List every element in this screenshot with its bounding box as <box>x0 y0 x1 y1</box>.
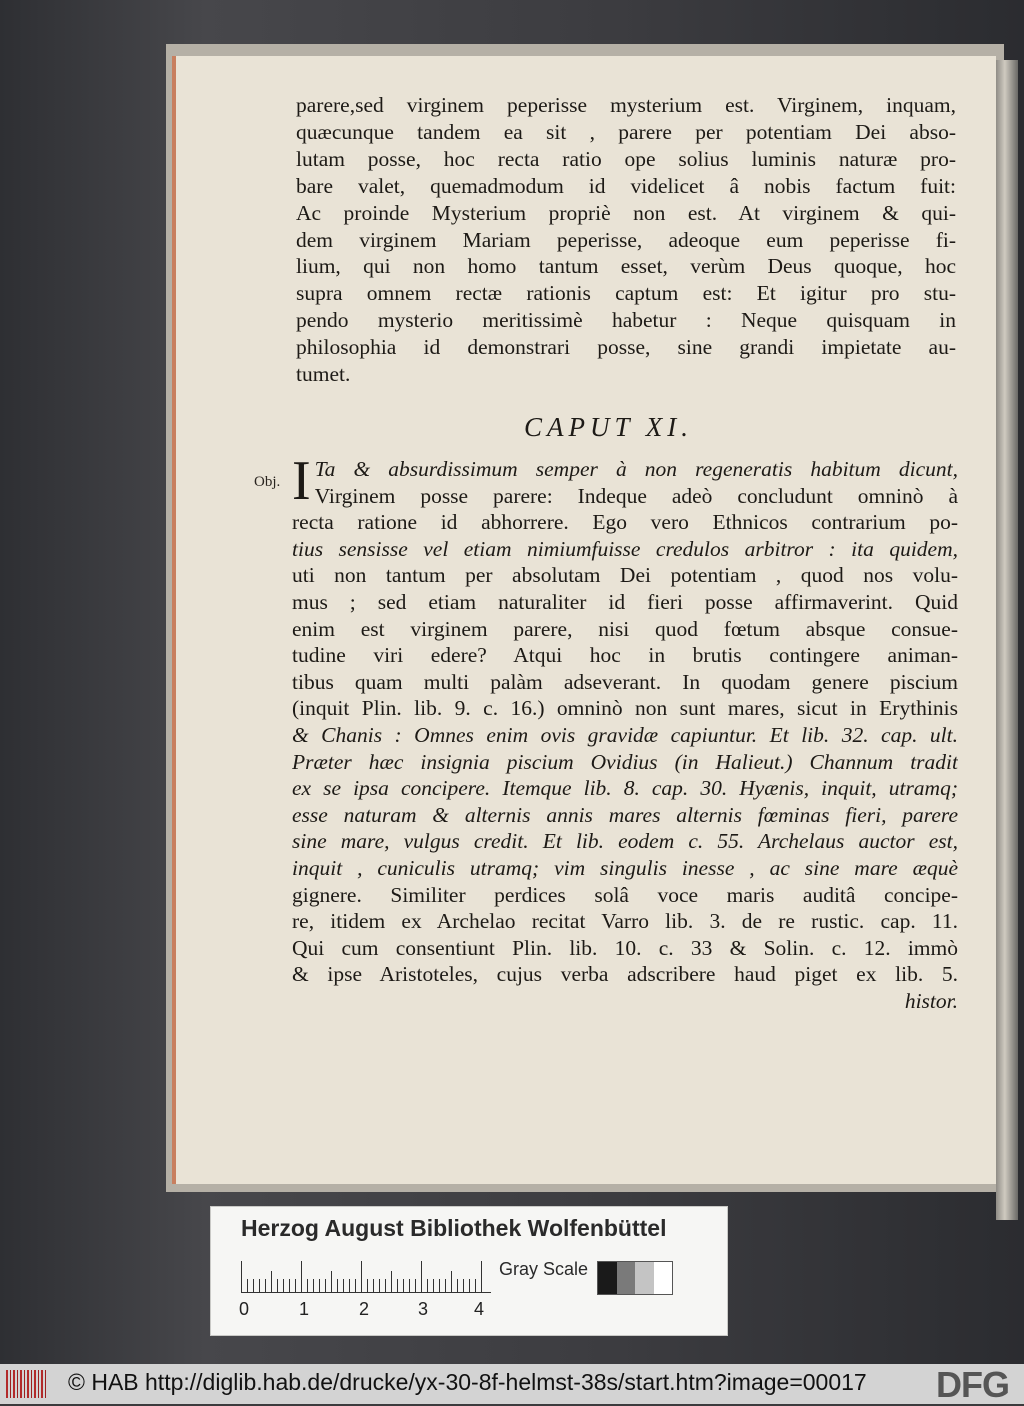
text-line: inquit , cuniculis utramq; vim singulis inesse , ac sine mare æquè <box>292 855 958 880</box>
source-link[interactable]: © HAB http://diglib.hab.de/drucke/yx-30-8f-helmst-38s/start.htm?image=00017 <box>68 1369 867 1395</box>
text-line: supra omnem rectæ rationis captum est: Et igitur pro stu- <box>296 281 956 306</box>
text-line: bare valet, quemadmodum id videlicet â nobis factum fuit: <box>296 173 956 198</box>
text-line: esse naturam & alternis annis mares alternis fœminas fieri, parere <box>292 802 958 827</box>
ruler-tick <box>481 1261 482 1293</box>
ruler-tick <box>313 1279 314 1293</box>
drop-capital: I <box>292 450 311 512</box>
gray-scale-strip <box>597 1261 673 1295</box>
ruler-number: 0 <box>239 1299 250 1319</box>
ruler-tick <box>397 1279 398 1293</box>
text-line: quæcunque tandem ea sit , parere per potentiam Dei abso- <box>296 119 956 144</box>
ruler-tick <box>463 1279 464 1293</box>
text-line: parere,sed virginem peperisse mysterium est. Virginem, inquam, <box>296 93 956 117</box>
ruler-tick <box>433 1279 434 1293</box>
ruler-tick <box>421 1261 422 1293</box>
book-gutter <box>996 60 1018 1220</box>
ruler-tick <box>241 1261 242 1293</box>
chapter-body <box>292 450 958 1014</box>
text-line: Ac proinde Mysterium propriè non est. At virginem & qui- <box>296 200 956 225</box>
ruler-tick <box>319 1279 320 1293</box>
ruler-number: 2 <box>359 1299 370 1319</box>
ruler-number: 1 <box>299 1299 310 1319</box>
text-line: lutam posse, hoc recta ratio ope solius luminis naturæ pro- <box>296 146 956 171</box>
ruler-tick <box>451 1271 452 1293</box>
ruler-tick <box>349 1279 350 1293</box>
text-line: dem virginem Mariam peperisse, adeoque eum peperisse fi- <box>296 227 956 252</box>
text-line: & ipse Aristoteles, cujus verba adscribere haud piget ex lib. 5. <box>292 962 958 987</box>
ruler-tick <box>289 1279 290 1293</box>
ruler-tick <box>307 1279 308 1293</box>
text-line: enim est virginem parere, nisi quod fœtum absque consue- <box>292 616 958 641</box>
text-line: (inquit Plin. lib. 9. c. 16.) omninò non sunt mares, sicut in Erythinis <box>292 696 958 721</box>
text-line: Virginem posse parere: Indeque adeò concludunt omninò à <box>314 483 958 508</box>
text-line: histor. <box>904 988 958 1013</box>
ruler-tick <box>271 1271 272 1293</box>
ruler-tick <box>439 1279 440 1293</box>
text-line: lium, qui non homo tantum esset, verùm Deus quoque, hoc <box>296 254 956 279</box>
ruler-tick <box>385 1279 386 1293</box>
ruler-tick <box>355 1279 356 1293</box>
ruler-tick <box>415 1279 416 1293</box>
ruler-tick <box>325 1279 326 1293</box>
chapter-heading: CAPUT XI. <box>524 412 694 442</box>
ruler-tick <box>475 1279 476 1293</box>
ruler-tick <box>277 1279 278 1293</box>
text-line: tibus quam multi palàm adseverant. In quodam genere piscium <box>292 669 958 694</box>
ruler-tick <box>445 1279 446 1293</box>
gray-scale-label: Gray Scale <box>499 1259 589 1279</box>
ruler-tick <box>295 1279 296 1293</box>
text-line: uti non tantum per absolutam Dei potentiam , quod nos volu- <box>292 563 958 588</box>
ruler-tick <box>469 1279 470 1293</box>
margin-note: Obj. <box>254 474 281 490</box>
text-line: ex se ipsa concipere. Itemque lib. 8. cap. 30. Hyænis, inquit, utramq; <box>292 776 958 801</box>
gray-swatch <box>617 1262 636 1294</box>
text-line: tudine viri edere? Atqui hoc in brutis contingere animan- <box>292 643 958 668</box>
text-line: & Chanis : Omnes enim ovis gravidæ capiuntur. Et lib. 32. cap. ult. <box>292 722 958 747</box>
ruler-tick <box>253 1279 254 1293</box>
ruler-number: 4 <box>474 1299 485 1319</box>
ruler-tick <box>337 1279 338 1293</box>
measurement-ruler <box>241 1259 491 1293</box>
text-line: recta ratione id abhorrere. Ego vero Ethnicos contrarium po- <box>292 510 958 535</box>
ruler-tick <box>403 1279 404 1293</box>
viewer-footer <box>0 1364 1024 1404</box>
text-line: re, itidem ex Archelao recitat Varro lib. 3. de re rustic. cap. 11. <box>292 909 958 934</box>
ruler-tick <box>457 1279 458 1293</box>
gray-swatch <box>598 1262 617 1294</box>
text-line: sine mare, vulgus credit. Et lib. eodem c. 55. Archelaus auctor est, <box>292 829 958 854</box>
ruler-tick <box>331 1271 332 1293</box>
gray-swatch <box>654 1262 673 1294</box>
text-line: pendo mysterio meritissimè habetur : Neque quisquam in <box>296 308 956 333</box>
ruler-tick <box>373 1279 374 1293</box>
library-ruler-card <box>210 1206 728 1336</box>
dfg-logo: DFG <box>936 1364 1009 1405</box>
ruler-tick <box>391 1271 392 1293</box>
text-line: philosophia id demonstrari posse, sine grandi impietate au- <box>296 335 956 360</box>
hab-barcode-icon <box>6 1370 46 1398</box>
text-line: Præter hæc insignia piscium Ovidius (in Halieut.) Channum tradit <box>292 749 958 774</box>
text-line: tius sensisse vel etiam nimiumfuisse credulos arbitror : ita quidem, <box>292 536 958 561</box>
ruler-tick <box>283 1279 284 1293</box>
book-page <box>172 56 996 1184</box>
ruler-tick <box>361 1261 362 1293</box>
ruler-tick <box>265 1279 266 1293</box>
top-paragraph <box>296 92 956 388</box>
ruler-baseline <box>241 1292 491 1293</box>
text-line: tumet. <box>296 362 351 387</box>
text-line: gignere. Similiter perdices solâ voce maris auditâ concipe- <box>292 882 958 907</box>
text-line: Ta & absurdissimum semper à non regeneratis habitum dicunt, <box>314 457 958 481</box>
ruler-tick <box>259 1279 260 1293</box>
ruler-tick <box>343 1279 344 1293</box>
ruler-number: 3 <box>418 1299 429 1319</box>
gray-swatch <box>635 1262 654 1294</box>
ruler-tick <box>301 1261 302 1293</box>
text-line: Qui cum consentiunt Plin. lib. 10. c. 33 & Solin. c. 12. immò <box>292 935 958 960</box>
text-line: mus ; sed etiam naturaliter id fieri posse affirmaverint. Quid <box>292 589 958 614</box>
ruler-tick <box>367 1279 368 1293</box>
ruler-tick <box>247 1279 248 1293</box>
ruler-tick <box>427 1279 428 1293</box>
library-name: Herzog August Bibliothek Wolfenbüttel <box>241 1215 667 1241</box>
ruler-tick <box>409 1279 410 1293</box>
ruler-tick <box>379 1279 380 1293</box>
